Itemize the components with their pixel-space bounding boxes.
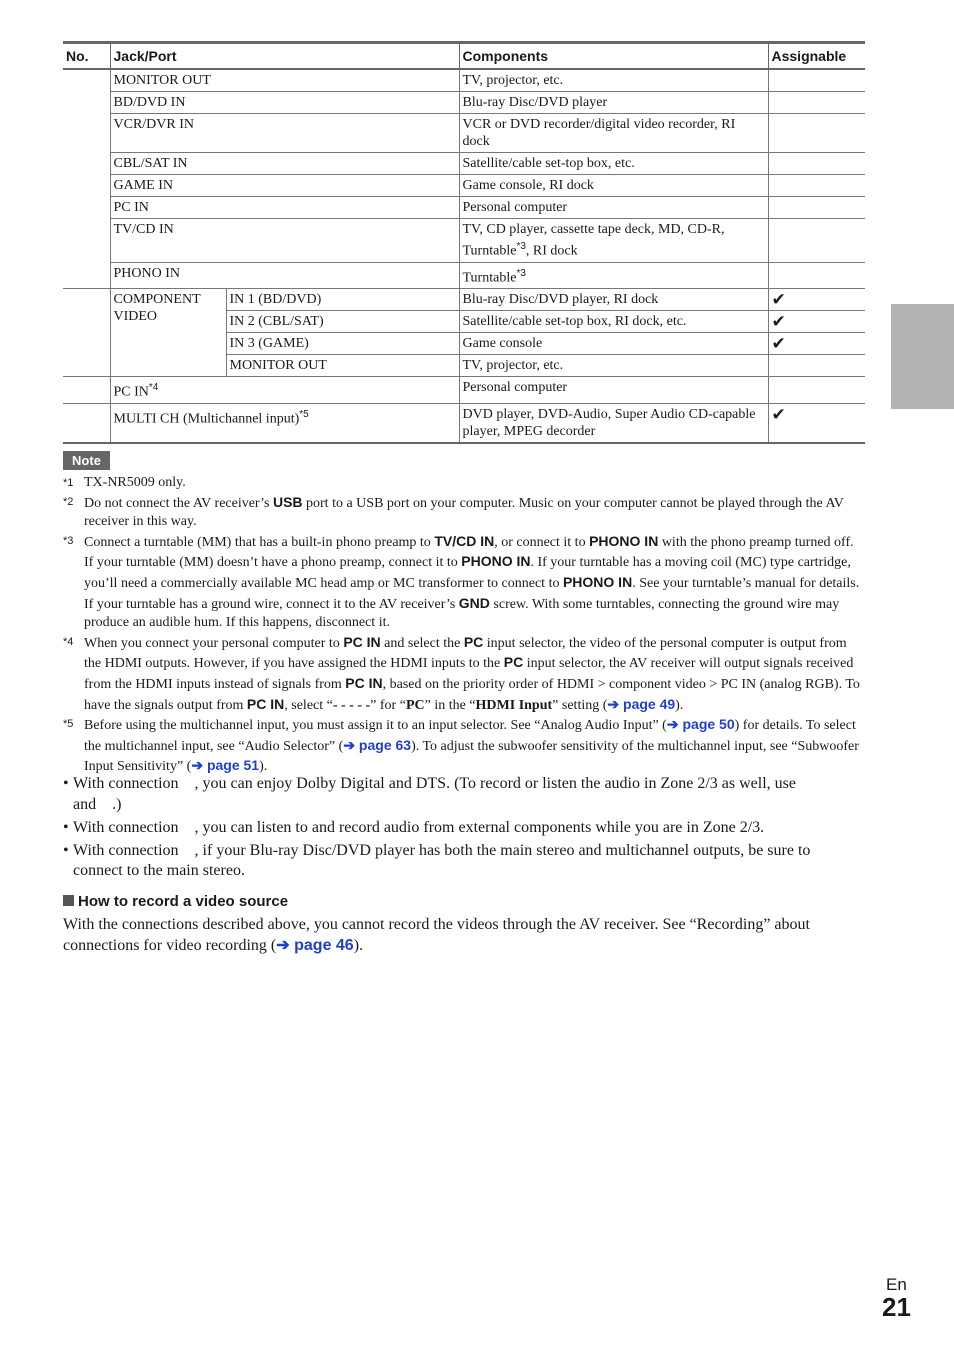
assignable-cell <box>768 114 865 153</box>
text-run: ). To adjust the subwoofer sensitivity of the multichannel input, see “Subwoofer Input Sensitivity” ( <box>84 738 859 775</box>
components-cell: Game console <box>459 333 768 355</box>
assignable-cell <box>768 69 865 92</box>
jack-port-table <box>63 41 865 444</box>
footnote-mark: *2 <box>63 495 74 508</box>
table-row <box>63 403 865 443</box>
sub-jack-cell: MONITOR OUT <box>226 355 459 377</box>
checkmark-icon: ✔ <box>768 403 865 443</box>
assignable-cell <box>768 262 865 289</box>
bullet-dot: • <box>63 775 69 792</box>
header-components: Components <box>459 43 768 70</box>
table-row <box>63 377 865 404</box>
text-run: Connect a turntable (MM) that has a built-in phono preamp to <box>84 534 435 550</box>
footnote-ref: *3 <box>516 241 526 252</box>
list-item <box>63 818 863 839</box>
components-cell: Satellite/cable set-top box, etc. <box>459 153 768 175</box>
text-run: ) for details. To select the multichannel input, see “Audio Selector” ( <box>84 718 856 754</box>
page-language: En <box>886 1275 907 1294</box>
text-run: If your turntable has a ground wire, connect it to the AV receiver’s <box>84 596 459 612</box>
header-assignable: Assignable <box>768 43 865 70</box>
no-cell <box>63 289 110 377</box>
footnote-5 <box>63 715 863 777</box>
jack-cell: PHONO IN <box>110 262 459 289</box>
text-run: , if your Blu-ray Disc/DVD player has both the main stereo and multichannel outputs, be sure to connect to the main stereo. <box>73 841 811 879</box>
components-cell: DVD player, DVD-Audio, Super Audio CD-capable player, MPEG decorder <box>459 403 768 443</box>
footnote-2 <box>63 493 863 532</box>
footnote-mark: *3 <box>63 534 74 547</box>
text-run: port to a USB port on your computer. Music on your computer cannot be played through the AV receiver in this way. <box>84 495 844 530</box>
text-run: and select the <box>380 635 464 651</box>
assignable-cell <box>768 92 865 114</box>
phono-label: PHONO IN <box>589 532 659 549</box>
jack-cell: BD/DVD IN <box>110 92 459 114</box>
pc-in-label: PC IN <box>343 633 381 650</box>
list-item <box>63 841 863 882</box>
page-46-link[interactable]: ➔ page 46 <box>276 936 354 954</box>
footnote-text <box>84 493 863 532</box>
hdmi-input-label: HDMI Input <box>475 697 553 713</box>
dashes-label: - - - - - <box>332 697 371 713</box>
components-text: TV, CD player, cassette tape deck, MD, CD-R, Turntable <box>462 222 725 259</box>
gnd-label: GND <box>458 594 490 611</box>
footnote-mark: *4 <box>63 635 74 648</box>
pc-in-label: PC IN <box>345 674 383 691</box>
footnote-mark: *5 <box>63 718 74 731</box>
jack-text: PC IN <box>113 384 149 400</box>
jack-cell <box>110 403 459 443</box>
jack-cell <box>110 377 459 404</box>
checkmark-icon: ✔ <box>768 333 865 355</box>
components-cell: Satellite/cable set-top box, RI dock, etc. <box>459 311 768 333</box>
component-video-label: COMPONENT VIDEO <box>110 289 226 377</box>
pc-label: PC <box>405 697 425 713</box>
text-run: , or connect it to <box>494 534 590 550</box>
text-run: ” setting ( <box>552 697 608 713</box>
bullet-list <box>63 774 863 884</box>
assignable-cell <box>768 219 865 263</box>
footnote-text <box>84 532 863 633</box>
sub-jack-cell: IN 2 (CBL/SAT) <box>226 311 459 333</box>
sub-jack-cell: IN 1 (BD/DVD) <box>226 289 459 311</box>
assignable-cell <box>768 175 865 197</box>
table-row <box>63 114 865 153</box>
bullet-text <box>73 818 863 839</box>
footnote-ref: *4 <box>148 382 159 394</box>
text-run: , you can listen to and record audio from external components while you are in Zone 2/3. <box>194 818 765 836</box>
text-run: ). <box>259 759 268 775</box>
text-run: With the connections described above, you cannot record the videos through the AV receiver. See “Recording” about connections for video recording ( <box>63 916 810 954</box>
jack-cell: GAME IN <box>110 175 459 197</box>
jack-cell: CBL/SAT IN <box>110 153 459 175</box>
table-row <box>63 69 865 92</box>
components-cell: Personal computer <box>459 197 768 219</box>
text-run: .) <box>112 795 122 813</box>
page-50-link[interactable]: ➔ page 50 <box>666 716 735 733</box>
bullet-text <box>73 774 863 815</box>
footnote-ref: *3 <box>516 267 526 279</box>
components-cell: VCR or DVD recorder/digital video recorder, RI dock <box>459 114 768 153</box>
bullet-dot: • <box>63 818 69 836</box>
components-cell <box>459 262 768 289</box>
checkmark-icon: ✔ <box>768 289 865 311</box>
heading-text: How to record a video source <box>78 893 289 910</box>
text-run: , you can enjoy Dolby Digital and DTS. (To record or listen the audio in Zone 2/3 as well, use <box>194 775 796 792</box>
jack-text: MULTI CH (Multichannel input) <box>113 411 300 427</box>
table-header-row <box>63 43 865 70</box>
square-bullet-icon <box>63 895 74 906</box>
bullet-dot: • <box>63 841 69 859</box>
footnote-text: TX-NR5009 only. <box>84 475 186 490</box>
text-run: and <box>73 795 97 813</box>
text-run: ). <box>675 697 684 713</box>
text-run: ” in the “ <box>424 697 476 713</box>
assignable-cell <box>768 197 865 219</box>
components-cell <box>459 219 768 263</box>
text-run: With connection <box>73 841 179 859</box>
text-run: screw. With some turntables, connecting the ground wire may produce an audible hum. If this happens, disconnect it. <box>84 596 840 631</box>
checkmark-icon: ✔ <box>768 311 865 333</box>
no-cell <box>63 377 110 404</box>
footnote-text <box>84 633 863 715</box>
components-cell: Game console, RI dock <box>459 175 768 197</box>
jack-cell: TV/CD IN <box>110 219 459 263</box>
components-text: , RI dock <box>525 243 578 259</box>
text-run: , based on the priority order of HDMI > component video > PC IN (analog RGB). To have the signals output from <box>84 676 860 713</box>
text-run: with the phono preamp turned off. If your turntable (MM) doesn’t have a phono preamp, connect it to <box>84 534 854 571</box>
list-item <box>63 774 863 815</box>
table-row <box>63 219 865 263</box>
bullet-text <box>73 841 863 882</box>
no-cell <box>63 403 110 443</box>
section-body <box>63 915 863 956</box>
text-run: When you connect your personal computer to <box>84 635 344 651</box>
table-row <box>63 289 865 311</box>
usb-label: USB <box>272 493 303 510</box>
components-cell: TV, projector, etc. <box>459 355 768 377</box>
text-run: With connection <box>73 775 179 792</box>
components-cell: TV, projector, etc. <box>459 69 768 92</box>
components-cell: Blu-ray Disc/DVD player <box>459 92 768 114</box>
pc-label: PC <box>463 633 484 650</box>
page-63-link[interactable]: ➔ page 63 <box>343 736 412 753</box>
note-badge: Note <box>63 451 110 470</box>
text-run: . See your turntable’s manual for details. <box>632 575 860 591</box>
pc-label: PC <box>503 654 524 671</box>
page-51-link[interactable]: ➔ page 51 <box>191 757 260 774</box>
text-run: input selector, the video of the personal computer is output from the HDMI outputs. However, if you have assigned the HDMI inputs to the <box>84 635 847 672</box>
text-run: ” for “ <box>370 697 406 713</box>
footnote-mark: *1 <box>63 477 74 489</box>
phono-label: PHONO IN <box>461 553 531 570</box>
footnote-3 <box>63 532 863 633</box>
table-row <box>63 262 865 289</box>
table-row <box>63 153 865 175</box>
jack-cell: MONITOR OUT <box>110 69 459 92</box>
text-run: Before using the multichannel input, you must assign it to an input selector. See “Analog Audio Input” ( <box>84 718 667 734</box>
text-run: input selector, the AV receiver will output signals received from the HDMI inputs instead of signals from <box>84 656 854 692</box>
section-tab-marker <box>891 304 954 409</box>
page-number: 21 <box>882 1292 911 1322</box>
page-49-link[interactable]: ➔ page 49 <box>607 695 676 712</box>
pc-in-label: PC IN <box>246 695 285 712</box>
tvcd-label: TV/CD IN <box>434 532 495 549</box>
footnotes <box>63 474 863 777</box>
text-run: . If your turntable has a moving coil (MC) type cartridge, you’ll need a commercially available MC head amp or MC transformer to connect to <box>84 555 851 591</box>
header-jack-port: Jack/Port <box>110 43 459 70</box>
assignable-cell <box>768 355 865 377</box>
footnote-text <box>84 715 863 777</box>
text-run: With connection <box>73 818 179 836</box>
components-cell: Personal computer <box>459 377 768 404</box>
jack-cell: VCR/DVR IN <box>110 114 459 153</box>
phono-label: PHONO IN <box>562 573 633 590</box>
components-cell: Blu-ray Disc/DVD player, RI dock <box>459 289 768 311</box>
components-text: Turntable <box>462 270 517 286</box>
section-heading <box>63 893 288 910</box>
text-run: , select “ <box>284 697 333 713</box>
assignable-cell <box>768 153 865 175</box>
no-cell <box>63 69 110 289</box>
assignable-cell <box>768 377 865 404</box>
text-run: Do not connect the AV receiver’s <box>84 495 273 511</box>
footnote-1 <box>63 474 863 493</box>
jack-cell: PC IN <box>110 197 459 219</box>
footnote-4 <box>63 633 863 715</box>
table-row <box>63 92 865 114</box>
header-no: No. <box>63 43 110 70</box>
table-row <box>63 197 865 219</box>
footnote-ref: *5 <box>299 408 309 420</box>
text-run: ). <box>353 936 364 954</box>
sub-jack-cell: IN 3 (GAME) <box>226 333 459 355</box>
table-row <box>63 175 865 197</box>
